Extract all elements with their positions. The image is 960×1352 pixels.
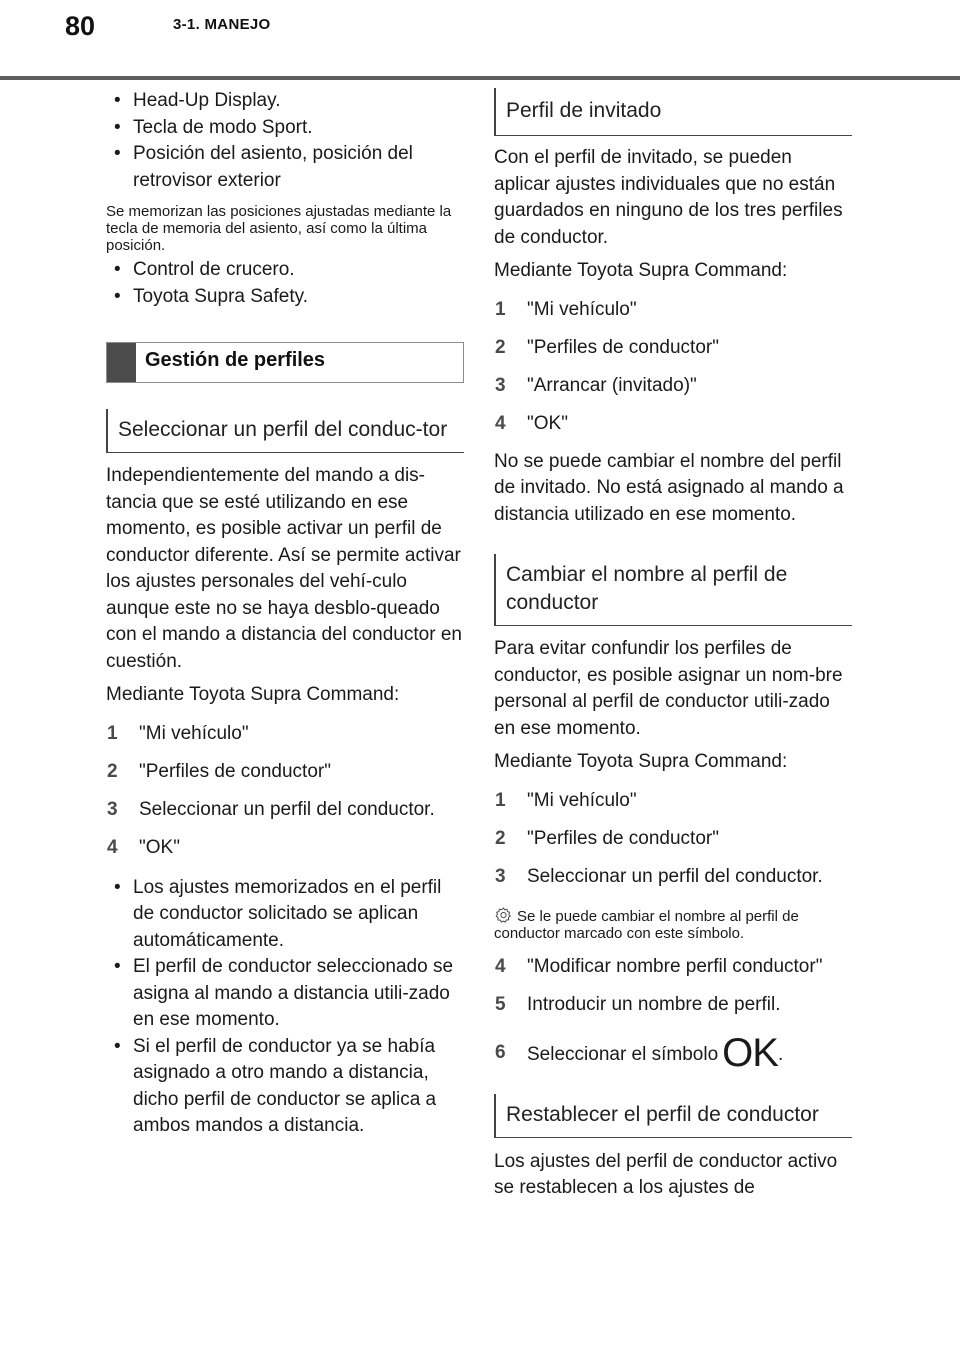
gear-icon — [494, 906, 513, 925]
guest-step-list — [494, 297, 852, 437]
step-text: "OK" — [527, 412, 568, 434]
list-item: • El perfil de conductor seleccionado se asigna al mando a distancia utili-zado en ese momento. — [106, 954, 464, 1034]
page-header — [0, 0, 960, 80]
list-item: • Control de crucero. — [106, 257, 464, 284]
guest-intro: Con el perfil de invitado, se pueden aplicar ajustes individuales que no están guardados en ninguno de los tres perfiles de conductor. — [494, 147, 843, 248]
step-text: "OK" — [139, 836, 180, 858]
step-text: "Perfiles de conductor" — [527, 336, 719, 358]
step-item — [494, 297, 852, 323]
step-item — [106, 797, 464, 823]
rename-step-list-a — [494, 788, 852, 890]
step-item — [106, 721, 464, 747]
command-path-label: Mediante Toyota Supra Command: — [106, 684, 400, 705]
subheading-select-profile: Seleccionar un perfil del conduc-tor — [106, 409, 464, 453]
bullet-list-mid — [106, 257, 464, 310]
step-text: Introducir un nombre de perfil. — [527, 993, 781, 1015]
subheading-reset-profile: Restablecer el perfil de conductor — [494, 1094, 852, 1138]
command-path-label: Mediante Toyota Supra Command: — [494, 260, 788, 281]
section-heading-bar — [107, 343, 136, 382]
step-number: 1 — [495, 298, 506, 320]
step-item — [494, 864, 852, 890]
header-divider — [0, 76, 960, 80]
ok-symbol: OK — [722, 1030, 778, 1075]
step-item — [494, 954, 852, 980]
step-text: "Perfiles de conductor" — [139, 760, 331, 782]
step-text: Seleccionar el símbolo — [527, 1043, 719, 1065]
step-item — [494, 411, 852, 437]
list-item: • Tecla de modo Sport. — [106, 115, 464, 142]
step-text: "Perfiles de conductor" — [527, 827, 719, 849]
step-number: 4 — [107, 836, 118, 858]
bullet-list-bottom — [106, 875, 464, 1140]
rename-intro: Para evitar confundir los perfiles de conductor, es posible asignar un nom-bre personal al perfil de conductor utili-zado en ese momento. — [494, 638, 843, 739]
step-number: 3 — [495, 374, 506, 396]
list-item: • Si el perfil de conductor ya se había asignado a otro mando a distancia, dicho perfil de conductor se aplica a ambos mandos a distancia. — [106, 1034, 464, 1140]
step-number: 5 — [495, 993, 506, 1015]
guest-note: No se puede cambiar el nombre del perfil de invitado. No está asignado al mando a distancia utilizado en ese momento. — [494, 450, 844, 525]
bullet-list-top — [106, 88, 464, 194]
section-heading-label: Gestión de perfiles — [145, 349, 326, 371]
left-column — [106, 88, 464, 1140]
step-number: 3 — [107, 798, 118, 820]
step-text: "Arrancar (invitado)" — [527, 374, 697, 396]
section-heading — [106, 342, 464, 383]
command-path-label: Mediante Toyota Supra Command: — [494, 751, 788, 772]
step-text: Seleccionar un perfil del conductor. — [139, 798, 435, 820]
step-number: 4 — [495, 955, 506, 977]
subheading-guest-profile: Perfil de invitado — [494, 88, 852, 136]
step-number: 2 — [495, 336, 506, 358]
rename-note — [494, 906, 852, 942]
right-column — [494, 88, 852, 1202]
step-text: "Modificar nombre perfil conductor" — [527, 955, 823, 977]
step-number: 2 — [495, 827, 506, 849]
memory-note: Se memorizan las posiciones ajustadas mediante la tecla de memoria del asiento, así como la última posición. — [106, 203, 452, 254]
step-item — [494, 826, 852, 852]
step-item — [494, 1030, 852, 1075]
list-item: • Head-Up Display. — [106, 88, 464, 115]
step-number: 6 — [495, 1041, 506, 1063]
step-item — [494, 373, 852, 399]
step-item — [494, 788, 852, 814]
step-number: 2 — [107, 760, 118, 782]
rename-step-list-b — [494, 954, 852, 1075]
step-number: 1 — [495, 789, 506, 811]
step-item — [106, 835, 464, 861]
step-text: Seleccionar un perfil del conductor. — [527, 865, 823, 887]
reset-intro: Los ajustes del perfil de conductor activo se restablecen a los ajustes de — [494, 1150, 838, 1198]
intro-paragraph: Independientemente del mando a dis-tancia que se esté utilizando en ese momento, es posible activar un perfil de conductor diferente. Así se permite activar los ajustes personales del vehí-culo aunque este no se haya desblo-queado con el mando a distancia del conductor en cuestión. — [106, 465, 462, 672]
step-number: 1 — [107, 722, 118, 744]
list-item: • Toyota Supra Safety. — [106, 284, 464, 311]
step-item — [106, 759, 464, 785]
step-number: 3 — [495, 865, 506, 887]
step-list — [106, 721, 464, 861]
subheading-rename-profile: Cambiar el nombre al perfil de conductor — [494, 554, 852, 626]
list-item: • Posición del asiento, posición del retrovisor exterior — [106, 141, 464, 194]
rename-note-text: Se le puede cambiar el nombre al perfil de conductor marcado con este símbolo. — [494, 907, 799, 942]
step-number: 4 — [495, 412, 506, 434]
chapter-title: 3-1. MANEJO — [173, 16, 271, 33]
list-item: • Los ajustes memorizados en el perfil de conductor solicitado se aplican automáticamente. — [106, 875, 464, 955]
page-number: 80 — [64, 11, 96, 41]
step-text-end: . — [777, 1043, 784, 1065]
step-text: "Mi vehículo" — [527, 298, 637, 320]
step-item — [494, 992, 852, 1018]
step-text: "Mi vehículo" — [527, 789, 637, 811]
step-text: "Mi vehículo" — [139, 722, 249, 744]
step-item — [494, 335, 852, 361]
